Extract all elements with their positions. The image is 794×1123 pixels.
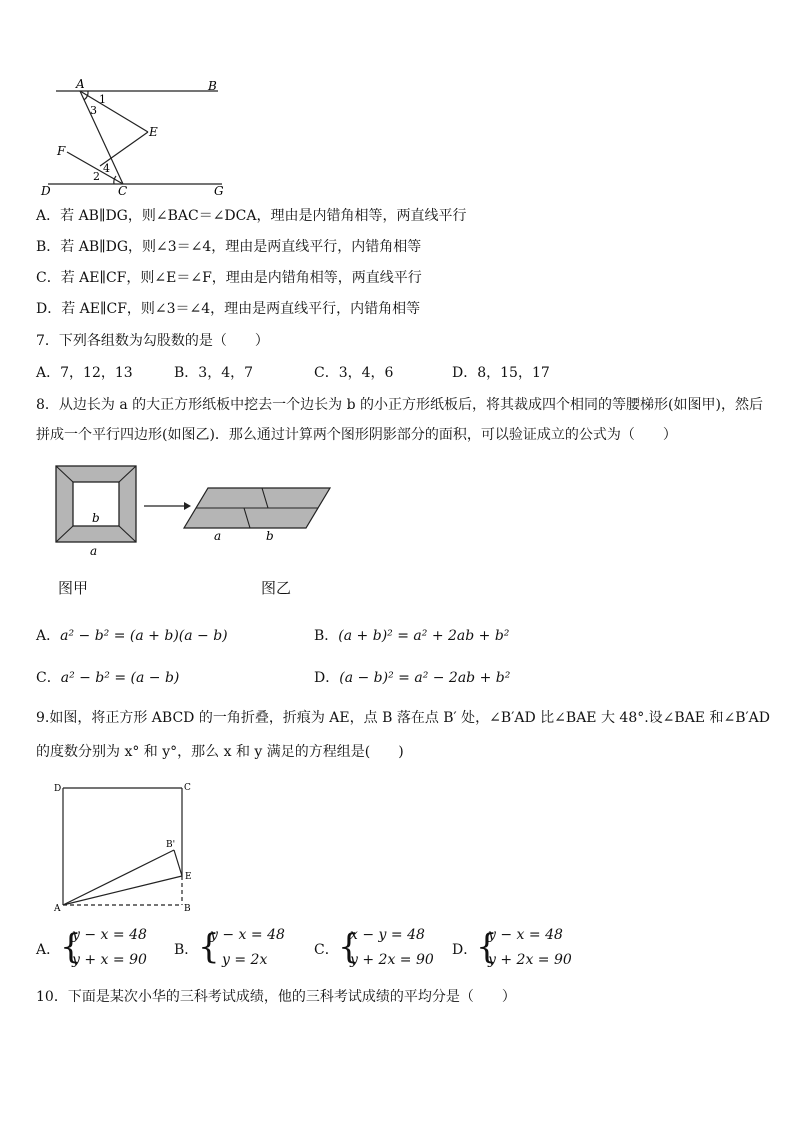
q8-stem-line2: 拼成一个平行四边形(如图乙)．那么通过计算两个图形阴影部分的面积，可以验证成立的公式为（ ） <box>36 427 677 443</box>
caption-figure-jia: 图甲 <box>58 579 89 597</box>
q9-option-c: C． { x − y = 48 y + 2x = 90 <box>314 927 434 968</box>
q7-option-c: C．3，4，6 <box>314 365 394 381</box>
q8-stem-line1: 8．从边长为 a 的大正方形纸板中挖去一个边长为 b 的小正方形纸板后，将其裁成四个相同的等腰梯形(如图甲)，然后 <box>36 397 763 413</box>
label-b: b <box>266 529 274 543</box>
label-a: a <box>214 529 222 543</box>
q7-option-d: D．8，15，17 <box>452 365 550 381</box>
segment-ae <box>63 876 182 905</box>
brace-icon: { <box>338 927 360 967</box>
q9-stem-line1: 9.如图，将正方形 ABCD 的一角折叠，折痕为 AE，点 B 落在点 B′ 处，∠B′AD 比∠BAE 大 48°.设∠BAE 和∠B′AD <box>36 710 771 726</box>
q8-option-a: A．a² − b² = (a + b)(a − b) <box>36 628 228 644</box>
q6-figure <box>36 74 236 198</box>
segment-abp <box>63 850 174 905</box>
angle-label-4: 4 <box>103 162 110 175</box>
label-a: A <box>76 77 85 91</box>
q9-option-d: D． { y − x = 48 y + 2x = 90 <box>452 927 572 968</box>
q9-option-b: B． { y − x = 48 y = 2x <box>174 927 285 968</box>
label-c: C <box>184 783 191 793</box>
label-b: B <box>184 904 191 914</box>
q6-option-a: A．若 AB∥DG，则∠BAC＝∠DCA，理由是内错角相等，两直线平行 <box>36 208 467 224</box>
segment-bpe <box>174 850 182 876</box>
q8-figure-left <box>52 462 142 558</box>
brace-icon: { <box>198 927 220 967</box>
q7-option-a: A．7，12，13 <box>36 365 133 381</box>
label-d: D <box>41 184 51 198</box>
q7-stem: 7．下列各组数为勾股数的是（ ） <box>36 333 269 349</box>
q6-option-d: D．若 AE∥CF，则∠3＝∠4，理由是两直线平行，内错角相等 <box>36 301 421 317</box>
q8-figure-right <box>180 484 335 548</box>
q8-option-b: B．(a + b)² = a² + 2ab + b² <box>314 628 510 644</box>
angle-label-1: 1 <box>99 93 106 106</box>
label-b: b <box>92 511 100 525</box>
label-d: D <box>54 784 62 794</box>
label-b-prime: B' <box>166 840 176 850</box>
label-g: G <box>214 184 224 198</box>
label-c: C <box>118 184 128 198</box>
label-f: F <box>57 144 66 158</box>
q9-stem-line2: 的度数分别为 x° 和 y°，那么 x 和 y 满足的方程组是( ) <box>36 744 404 760</box>
q9-option-a: A． { y − x = 48 y + x = 90 <box>36 927 147 968</box>
q6-option-c: C．若 AE∥CF，则∠E＝∠F，理由是内错角相等，两直线平行 <box>36 270 422 286</box>
q6-option-b: B．若 AB∥DG，则∠3＝∠4，理由是两直线平行，内错角相等 <box>36 239 422 255</box>
q7-option-b: B．3，4，7 <box>174 365 254 381</box>
brace-icon: { <box>60 927 82 967</box>
angle-arc-a <box>84 91 88 100</box>
label-e: E <box>149 125 158 139</box>
q8-option-c: C．a² − b² = (a − b) <box>36 670 180 686</box>
label-a: a <box>90 544 98 558</box>
angle-label-2: 2 <box>93 170 100 183</box>
caption-figure-yi: 图乙 <box>261 579 292 597</box>
q8-option-d: D．(a − b)² = a² − 2ab + b² <box>314 670 511 686</box>
q10-stem: 10．下面是某次小华的三科考试成绩，他的三科考试成绩的平均分是（ ） <box>36 989 516 1005</box>
q9-figure <box>50 780 200 914</box>
label-b: B <box>208 79 217 93</box>
angle-label-3: 3 <box>90 104 97 117</box>
label-a: A <box>54 904 61 914</box>
brace-icon: { <box>476 927 498 967</box>
label-e: E <box>185 872 192 882</box>
